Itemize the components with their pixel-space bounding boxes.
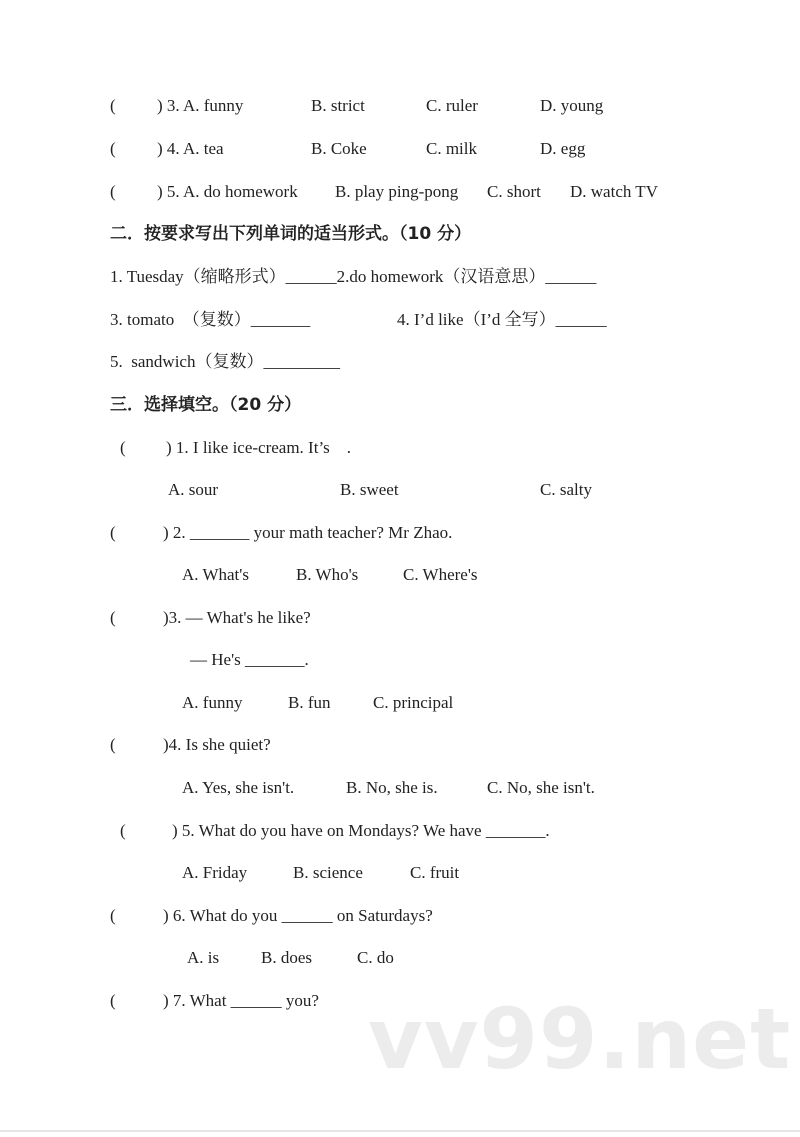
answer-bracket: ( [110, 991, 116, 1010]
question-text: )3. — What's he like? [163, 608, 311, 627]
option-a: A. funny [182, 693, 243, 712]
option-a: A. Friday [182, 863, 248, 882]
section-heading: 二．按要求写出下列单词的适当形式。（10 分） [110, 224, 472, 244]
option-a: A. Yes, she isn't. [182, 778, 295, 797]
answer-bracket: ( [110, 139, 116, 158]
option-b: B. play ping-pong [335, 182, 459, 201]
option-b: B. strict [311, 96, 365, 115]
question-text: ) 2. _______ your math teacher? Mr Zhao. [163, 523, 453, 542]
question-text: ) 7. What ______ you? [163, 991, 319, 1010]
option-a: A. What's [182, 565, 249, 584]
answer-bracket: ( [110, 608, 116, 627]
option-c: C. fruit [410, 863, 460, 882]
question-text: — He's _______. [190, 650, 309, 669]
option-c: C. ruler [426, 96, 478, 115]
answer-bracket: ( [120, 438, 126, 457]
option-d: D. watch TV [570, 182, 658, 201]
question-text: ) 1. I like ice-cream. It’s . [166, 438, 352, 457]
option-b: B. science [293, 863, 363, 882]
question-text: ) 5. What do you have on Mondays? We have _______. [172, 821, 550, 840]
option-d: D. young [540, 96, 604, 115]
option-c: C. No, she isn't. [487, 778, 595, 797]
option-c: C. milk [426, 139, 478, 158]
option-c: C. principal [373, 693, 454, 712]
answer-bracket: ( [110, 906, 116, 925]
word-form-item: 4. I’d like（I’d 全写）______ [397, 310, 607, 329]
watermark: vv99.net [368, 990, 792, 1088]
question-option-a: ) 5. A. do homework [157, 182, 298, 201]
answer-bracket: ( [110, 96, 116, 115]
option-b: B. sweet [340, 480, 399, 499]
option-c: C. Where's [403, 565, 478, 584]
section-heading: 三．选择填空。（20 分） [110, 395, 302, 415]
option-d: D. egg [540, 139, 586, 158]
option-b: B. Who's [296, 565, 359, 584]
option-c: C. short [487, 182, 541, 201]
answer-bracket: ( [110, 523, 116, 542]
answer-bracket: ( [110, 735, 116, 754]
option-a: A. sour [168, 480, 219, 499]
page-divider [0, 1130, 800, 1132]
question-text: )4. Is she quiet? [163, 735, 271, 754]
question-text: ) 6. What do you ______ on Saturdays? [163, 906, 433, 925]
option-b: B. No, she is. [346, 778, 438, 797]
word-form-item: 5. sandwich（复数）_________ [110, 352, 340, 371]
option-b: B. does [261, 948, 312, 967]
question-option-a: ) 3. A. funny [157, 96, 244, 115]
option-b: B. fun [288, 693, 331, 712]
option-c: C. do [357, 948, 394, 967]
question-option-a: ) 4. A. tea [157, 139, 224, 158]
option-b: B. Coke [311, 139, 367, 158]
option-c: C. salty [540, 480, 592, 499]
answer-bracket: ( [110, 182, 116, 201]
word-form-item: 1. Tuesday（缩略形式）______2.do homework（汉语意思）______ [110, 267, 597, 286]
option-a: A. is [187, 948, 220, 967]
answer-bracket: ( [120, 821, 126, 840]
word-form-item: 3. tomato （复数）_______ [110, 310, 311, 329]
